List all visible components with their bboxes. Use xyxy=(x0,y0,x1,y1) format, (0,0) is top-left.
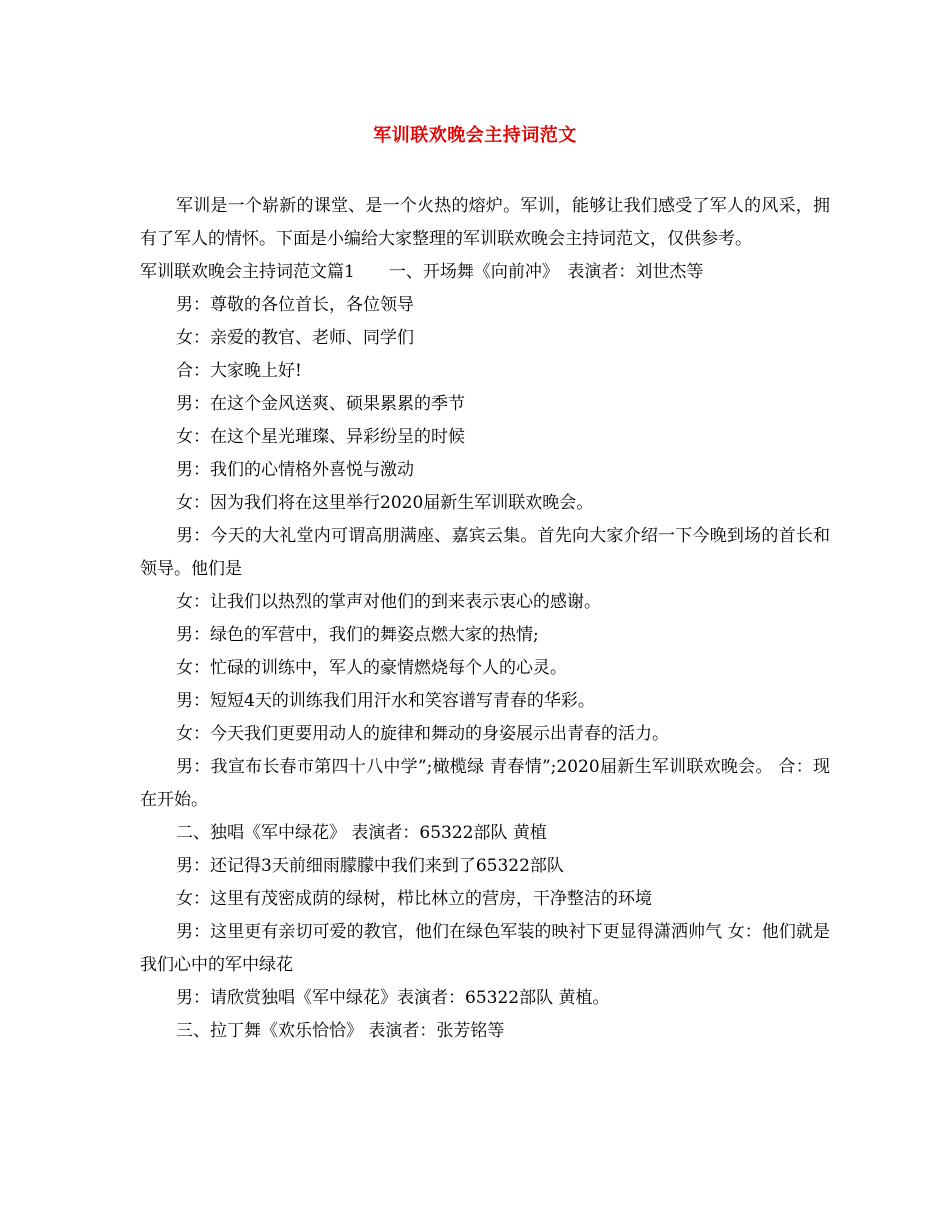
dialogue-line: 合：大家晚上好! xyxy=(176,361,302,381)
dialogue-line: 男：尊敬的各位首长，各位领导 xyxy=(176,295,414,315)
document-body xyxy=(140,190,830,1048)
dialogue-line: 男：还记得3天前细雨朦朦中我们来到了65322部队 xyxy=(176,856,564,876)
dialogue-line: 男：我们的心情格外喜悦与激动 xyxy=(176,460,414,480)
program-item-2: 二、独唱《军中绿花》 表演者：65322部队 黄植 xyxy=(176,823,547,843)
dialogue-line: 男：短短4天的训练我们用汗水和笑容谱写青春的华彩。 xyxy=(176,691,595,711)
dialogue-line: 男：这里更有亲切可爱的教官，他们在绿色军装的映衬下更显得潇洒帅气 女：他们就是我们心中的军中绿花 xyxy=(140,922,830,975)
dialogue-line: 女：让我们以热烈的掌声对他们的到来表示衷心的感谢。 xyxy=(176,592,601,612)
document-title: 军训联欢晚会主持词范文 xyxy=(373,125,577,146)
dialogue-line: 女：今天我们更要用动人的旋律和舞动的身姿展示出青春的活力。 xyxy=(176,724,669,744)
intro-paragraph: 军训是一个崭新的课堂、是一个火热的熔炉。军训，能够让我们感受了军人的风采，拥有了军人的情怀。下面是小编给大家整理的军训联欢晚会主持词范文，仅供参考。 xyxy=(140,196,830,249)
section-heading-1: 军训联欢晚会主持词范文篇1 一、开场舞《向前冲》 表演者：刘世杰等 xyxy=(140,262,704,282)
dialogue-line: 女：这里有茂密成荫的绿树，栉比林立的营房，干净整洁的环境 xyxy=(176,889,652,909)
dialogue-line: 女：忙碌的训练中，军人的豪情燃烧每个人的心灵。 xyxy=(176,658,567,678)
dialogue-line: 男：我宣布长春市第四十八中学”;橄榄绿 青春情”;2020届新生军训联欢晚会。 合：现在开始。 xyxy=(140,757,830,810)
dialogue-line: 女：亲爱的教官、老师、同学们 xyxy=(176,328,414,348)
dialogue-line: 男：绿色的军营中，我们的舞姿点燃大家的热情; xyxy=(176,625,539,645)
dialogue-line: 男：今天的大礼堂内可谓高朋满座、嘉宾云集。首先向大家介绍一下今晚到场的首长和领导。他们是 xyxy=(140,526,830,579)
dialogue-line: 女：在这个星光璀璨、异彩纷呈的时候 xyxy=(176,427,465,447)
dialogue-line: 女：因为我们将在这里举行2020届新生军训联欢晚会。 xyxy=(176,493,594,513)
program-item-3: 三、拉丁舞《欢乐恰恰》 表演者：张芳铭等 xyxy=(176,1021,505,1041)
dialogue-line: 男：在这个金风送爽、硕果累累的季节 xyxy=(176,394,465,414)
dialogue-line: 男：请欣赏独唱《军中绿花》表演者：65322部队 黄植。 xyxy=(176,988,610,1008)
